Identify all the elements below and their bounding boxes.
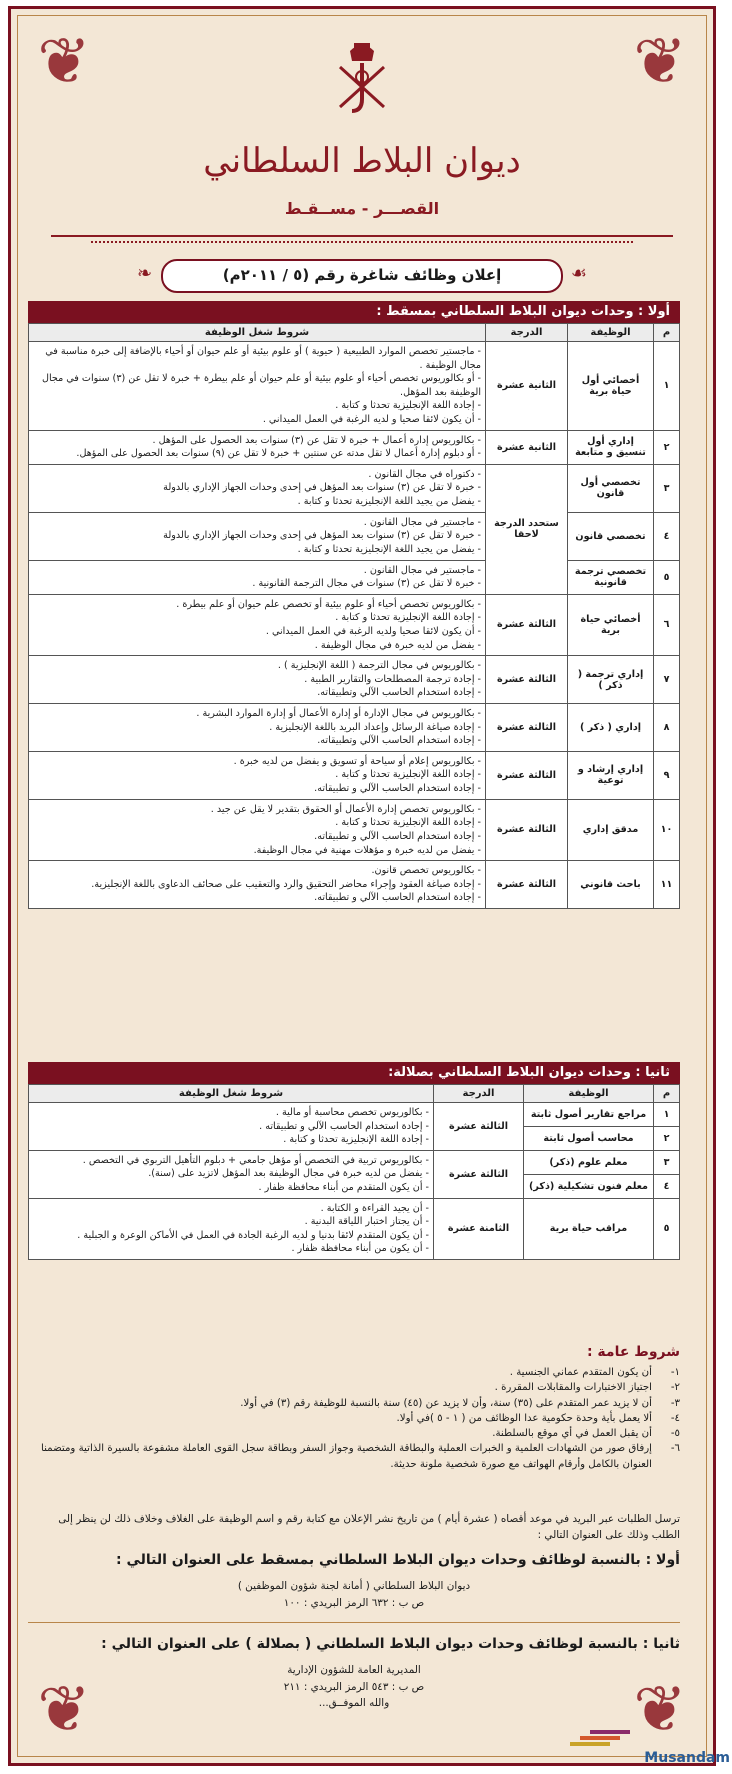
job-title: محاسب أصول ثابتة bbox=[524, 1126, 654, 1150]
job-requirements bbox=[29, 861, 486, 909]
job-requirements bbox=[29, 594, 486, 655]
address-line: والله الموفــق... bbox=[318, 1697, 390, 1710]
column-header: م bbox=[654, 1085, 680, 1103]
job-title: تخصصي أول قانون bbox=[568, 464, 654, 512]
requirement-item: - بكالوريوس تخصص إدارة الأعمال أو الحقوق بتقدير لا يقل عن جيد . bbox=[210, 803, 481, 815]
item-number: ٢- bbox=[670, 1382, 680, 1394]
job-grade: الثالثة عشرة bbox=[486, 704, 568, 752]
row-number: ٩ bbox=[654, 751, 680, 799]
requirement-item: - إجادة ترجمة المصطلحات والتقارير الطبية . bbox=[304, 673, 481, 685]
column-header: شروط شغل الوظيفة bbox=[29, 1085, 434, 1103]
table-row bbox=[29, 861, 680, 909]
job-title: معلم علوم (ذكر) bbox=[524, 1150, 654, 1174]
requirement-item: - أو بكالوريوس تخصص أحياء أو علوم بيئية أو علم حيوان أو علم بيطرة + خبرة لا تقل عن (٣) سنوات في مجال الوظيفة بعد المؤهل. bbox=[42, 373, 481, 398]
item-text: ألا يعمل بأية وحدة حكومية عدا الوظائف من ( ١ - ٥ )في أولا. bbox=[396, 1412, 652, 1424]
requirement-item: - إجادة استخدام الحاسب الآلي و تطبيقاته . bbox=[259, 1120, 429, 1132]
header bbox=[11, 23, 713, 253]
requirement-item: - خبرة لا تقل عن (٣) سنوات في مجال الترجمة القانونية . bbox=[252, 578, 481, 590]
job-title: معلم فنون تشكيلية (ذكر) bbox=[524, 1174, 654, 1198]
address-line: ص ب : ٦٣٢ الرمز البريدي : ١٠٠ bbox=[283, 1596, 425, 1609]
requirement-item: - بكالوريوس تخصص قانون. bbox=[371, 865, 481, 877]
requirement-item: - يفضل من لديه خبرة و مؤهلات مهنية في مجال الوظيفة. bbox=[253, 844, 481, 856]
job-requirements bbox=[29, 704, 486, 752]
city-name: القصـــر - مســقـط bbox=[284, 199, 440, 218]
job-requirements bbox=[29, 799, 486, 860]
table-row bbox=[29, 656, 680, 704]
row-number: ٨ bbox=[654, 704, 680, 752]
job-title: إداري ( ذكر ) bbox=[568, 704, 654, 752]
job-grade: الثالثة عشرة bbox=[486, 656, 568, 704]
requirement-item: - يفضل من يجيد اللغة الإنجليزية تحدثا و كتابة . bbox=[297, 543, 481, 555]
requirement-item: - إجادة استخدام الحاسب الآلي و تطبيقاته. bbox=[314, 783, 481, 795]
table-row bbox=[29, 751, 680, 799]
requirement-item: - أن يجيد القراءة و الكتابة . bbox=[320, 1202, 429, 1214]
table-row bbox=[29, 1150, 680, 1174]
row-number: ١٠ bbox=[654, 799, 680, 860]
row-number: ١ bbox=[654, 1103, 680, 1127]
address-title-muscat: أولا : بالنسبة لوظائف وحدات ديوان البلاط السلطاني بمسقط على العنوان التالي : bbox=[116, 1552, 680, 1568]
requirement-item: - ماجستير في مجال القانون . bbox=[363, 564, 481, 576]
requirement-item: - إجادة صياغة الرسائل وإعداد البريد باللغة الإنجليزية . bbox=[269, 721, 481, 733]
job-requirements bbox=[29, 512, 486, 560]
requirement-item: - أن يجتاز اختبار اللياقة البدنية . bbox=[304, 1216, 429, 1228]
requirement-item: - إجادة اللغة الإنجليزية تحدثا و كتابة . bbox=[335, 612, 481, 624]
requirement-item: - إجادة استخدام الحاسب الآلي وتطبيقاته. bbox=[317, 735, 481, 747]
item-text: أن يكون المتقدم عماني الجنسية . bbox=[509, 1367, 652, 1378]
divider bbox=[28, 1622, 680, 1623]
column-header: شروط شغل الوظيفة bbox=[29, 324, 486, 342]
job-grade: الثالثة عشرة bbox=[486, 799, 568, 860]
job-title: أخصائي حياة برية bbox=[568, 594, 654, 655]
requirement-item: - بكالوريوس إعلام أو سياحة أو تسويق و يفضل من لديه خبرة . bbox=[233, 755, 481, 767]
job-title: تخصصي قانون bbox=[568, 512, 654, 560]
requirement-item: - ماجستير في مجال القانون . bbox=[363, 516, 481, 528]
job-title: باحث قانوني bbox=[568, 861, 654, 909]
item-number: ١- bbox=[670, 1367, 680, 1378]
table-row bbox=[29, 799, 680, 860]
requirement-item: - خبرة لا تقل عن (٣) سنوات بعد المؤهل في إحدى وحدات الجهاز الإداري بالدولة bbox=[163, 530, 481, 542]
section-title: ثانيا : وحدات ديوان البلاط السلطاني بصلالة: bbox=[28, 1062, 680, 1084]
ornament-icon: ❧ bbox=[137, 263, 153, 284]
column-header: الدرجة bbox=[434, 1085, 524, 1103]
row-number: ١١ bbox=[654, 861, 680, 909]
job-grade: الثالثة عشرة bbox=[486, 751, 568, 799]
job-grade: ستحدد الدرجة لاحقا bbox=[486, 464, 568, 594]
column-header: الوظيفة bbox=[568, 324, 654, 342]
table-row bbox=[29, 464, 680, 512]
job-requirements bbox=[29, 560, 486, 594]
row-number: ٥ bbox=[654, 560, 680, 594]
row-number: ١ bbox=[654, 342, 680, 431]
item-number: ٤- bbox=[670, 1412, 680, 1424]
job-requirements bbox=[29, 464, 486, 512]
divider bbox=[91, 241, 633, 247]
address-salalah bbox=[28, 1662, 680, 1712]
requirement-item: - إجادة استخدام الحاسب الآلي و تطبيقاته. bbox=[314, 830, 481, 842]
requirement-item: - إجادة اللغة الإنجليزية تحدثا و كتابة . bbox=[335, 400, 481, 412]
row-number: ٢ bbox=[654, 430, 680, 464]
jobs-table-salalah bbox=[28, 1084, 680, 1260]
table-row bbox=[29, 1198, 680, 1259]
corner-ornament-icon: ❦ bbox=[633, 25, 687, 99]
requirement-item: - بكالوريوس في مجال الإدارة أو إدارة الأعمال أو إدارة الموارد البشرية . bbox=[196, 708, 481, 720]
item-text: أن لا يزيد عمر المتقدم على (٣٥) سنة، وأن لا يزيد عن (٤٥) سنة بالنسبة للوظيفة رقم (٣) في أولا. bbox=[240, 1397, 652, 1409]
corner-ornament-icon: ❦ bbox=[633, 1673, 687, 1747]
jobs-table-muscat bbox=[28, 323, 680, 909]
requirement-item: - إجادة اللغة الإنجليزية تحدثا و كتابة . bbox=[283, 1134, 429, 1146]
job-grade: الثانية عشرة bbox=[486, 430, 568, 464]
job-title: إداري ترجمة ( ذكر ) bbox=[568, 656, 654, 704]
job-requirements bbox=[29, 1198, 434, 1259]
column-header: الوظيفة bbox=[524, 1085, 654, 1103]
table-row bbox=[29, 594, 680, 655]
item-text: اجتياز الاختبارات والمقابلات المقررة . bbox=[494, 1382, 652, 1394]
job-title: مراجع تقارير أصول ثابتة bbox=[524, 1103, 654, 1127]
item-text: إرفاق صور من الشهادات العلمية و الخبرات العملية والبطاقة الشخصية وجواز السفر وبطاقة سجل القوى العاملة مشفوعة بالسيرة الذاتية ومتضمنا العنوان بالكامل وأرقام الهواتف مع صورة شخصية ملونة حديثة. bbox=[41, 1443, 652, 1470]
requirement-item: - أن يكون لائقا صحيا ولديه الرغبة في العمل الميداني . bbox=[265, 625, 481, 637]
instructions: ترسل الطلبات عبر البريد في موعد أقصاه ( عشرة أيام ) من تاريخ نشر الإعلان مع كتابة رقم و اسم الوظيفة على الغلاف وخلاف ذلك لن ينظر إلى الطلب وذلك على العنوان التالي : bbox=[58, 1513, 680, 1541]
requirement-item: - يفضل من يجيد اللغة الإنجليزية تحدثا و كتابة . bbox=[297, 496, 481, 508]
job-title: إداري أول تنسيق و متابعة bbox=[568, 430, 654, 464]
row-number: ٥ bbox=[654, 1198, 680, 1259]
row-number: ٣ bbox=[654, 464, 680, 512]
item-number: ٥- bbox=[670, 1428, 680, 1440]
job-grade: الثالثة عشرة bbox=[434, 1150, 524, 1198]
watermark-text: Musandam bbox=[644, 1750, 730, 1766]
job-title: مدقق إداري bbox=[568, 799, 654, 860]
item-number: ٦- bbox=[670, 1443, 680, 1455]
row-number: ٤ bbox=[654, 512, 680, 560]
corner-ornament-icon: ❦ bbox=[37, 25, 91, 99]
job-requirements bbox=[29, 1150, 434, 1198]
ornament-icon: ☙ bbox=[570, 263, 587, 284]
requirement-item: - بكالوريوس تربية في التخصص أو مؤهل جامعي + دبلوم التأهيل التربوي في التخصص . bbox=[82, 1154, 429, 1166]
announcement-banner: إعلان وظائف شاغرة رقم (٥ / ٢٠١١م) bbox=[161, 259, 563, 293]
requirement-item: - بكالوريوس تخصص محاسبة أو مالية . bbox=[275, 1107, 429, 1118]
requirement-item: - أن يكون من أبناء محافظة ظفار . bbox=[291, 1243, 429, 1255]
general-conditions bbox=[28, 1342, 680, 1472]
requirement-item: - أو دبلوم إدارة أعمال لا تقل مدته عن سنتين + خبرة لا تقل عن (٩) سنوات بعد الحصول على المؤهل. bbox=[76, 448, 481, 460]
requirement-item: - بكالوريوس تخصص أحياء أو علوم بيئية أو تخصص علم حيوان أو علم بيطرة . bbox=[176, 598, 481, 610]
general-condition-item bbox=[28, 1365, 680, 1380]
row-number: ٦ bbox=[654, 594, 680, 655]
requirement-item: - دكتوراه في مجال القانون . bbox=[368, 468, 481, 480]
requirement-item: - بكالوريوس في مجال الترجمة ( اللغة الإنجليزية ) . bbox=[277, 660, 481, 672]
general-condition-item bbox=[28, 1380, 680, 1395]
address-title-salalah: ثانيا : بالنسبة لوظائف وحدات ديوان البلاط السلطاني ( بصلالة ) على العنوان التالي : bbox=[101, 1636, 680, 1652]
general-condition-item bbox=[28, 1411, 680, 1426]
table-row bbox=[29, 704, 680, 752]
court-name: ديوان البلاط السلطاني bbox=[203, 141, 521, 181]
address-line: ديوان البلاط السلطاني ( أمانة لجنة شؤون الموظفين ) bbox=[237, 1580, 471, 1592]
watermark-logo-icon bbox=[570, 1728, 660, 1750]
job-grade: الثانية عشرة bbox=[486, 342, 568, 431]
row-number: ٤ bbox=[654, 1174, 680, 1198]
job-requirements bbox=[29, 656, 486, 704]
requirement-item: - خبرة لا تقل عن (٣) سنوات بعد المؤهل في إحدى وحدات الجهاز الإداري بالدولة bbox=[163, 482, 481, 494]
requirement-item: - يفضل من لديه خبرة في مجال الوظيفة بعد المؤهل لاتزيد على (سنة). bbox=[148, 1168, 429, 1180]
column-header: الدرجة bbox=[486, 324, 568, 342]
requirement-item: - إجادة استخدام الحاسب الآلي و تطبيقاته. bbox=[314, 892, 481, 904]
job-requirements bbox=[29, 430, 486, 464]
job-title: تخصصي ترجمة قانونية bbox=[568, 560, 654, 594]
row-number: ٢ bbox=[654, 1126, 680, 1150]
section-title: أولا : وحدات ديوان البلاط السلطاني بمسقط : bbox=[28, 301, 680, 323]
job-title: مراقب حياة برية bbox=[524, 1198, 654, 1259]
job-requirements bbox=[29, 1103, 434, 1151]
row-number: ٧ bbox=[654, 656, 680, 704]
requirement-item: - إجادة اللغة الإنجليزية تحدثا و كتابة . bbox=[335, 817, 481, 829]
requirement-item: - بكالوريوس إدارة أعمال + خبرة لا تقل عن (٣) سنوات بعد الحصول على المؤهل . bbox=[152, 434, 481, 446]
column-header: م bbox=[654, 324, 680, 342]
table-row bbox=[29, 560, 680, 594]
emblem-icon bbox=[332, 37, 392, 117]
table-row bbox=[29, 342, 680, 431]
item-number: ٣- bbox=[670, 1397, 680, 1409]
requirement-item: - إجادة صياغة العقود وإجراء محاضر التحقيق والرد والتعقيب على صحائف الدعاوى باللغة الإنجليزية. bbox=[91, 878, 481, 890]
corner-ornament-icon: ❦ bbox=[37, 1673, 91, 1747]
job-title: أخصائي أول حياة برية bbox=[568, 342, 654, 431]
general-condition-item bbox=[28, 1441, 680, 1472]
general-conditions-title: شروط عامة : bbox=[586, 1344, 680, 1360]
address-line: ص ب : ٥٤٣ الرمز البريدي : ٢١١ bbox=[283, 1680, 425, 1693]
job-requirements bbox=[29, 751, 486, 799]
job-grade: الثالثة عشرة bbox=[434, 1103, 524, 1151]
requirement-item: - أن يكون المتقدم لائقا بدنيا و لديه الرغبة الجادة في العمل في الأماكن الوعرة و الجبلية . bbox=[77, 1229, 429, 1241]
job-grade: الثامنة عشرة bbox=[434, 1198, 524, 1259]
requirement-item: - ماجستير تخصص الموارد الطبيعية ( حيوية ) أو علوم بيئية أو علم حيوان أو أحياء بالإضافة إلى خبرة مناسبة في مجال الوظيفة . bbox=[45, 346, 481, 371]
requirement-item: - أن يكون المتقدم من أبناء محافظة ظفار . bbox=[258, 1182, 429, 1194]
table-row bbox=[29, 430, 680, 464]
job-requirements bbox=[29, 342, 486, 431]
job-grade: الثالثة عشرة bbox=[486, 594, 568, 655]
job-title: إداري إرشاد و توعية bbox=[568, 751, 654, 799]
address-line: المديرية العامة للشؤون الإدارية bbox=[287, 1664, 421, 1676]
general-condition-item bbox=[28, 1426, 680, 1441]
item-text: أن يقبل العمل في أي موقع بالسلطنة. bbox=[492, 1428, 652, 1440]
job-grade: الثالثة عشرة bbox=[486, 861, 568, 909]
table-row bbox=[29, 1103, 680, 1127]
requirement-item: - إجادة اللغة الإنجليزية تحدثا و كتابة . bbox=[335, 769, 481, 781]
general-condition-item bbox=[28, 1396, 680, 1411]
requirement-item: - يفضل من لديه خبرة في مجال الوظيفة . bbox=[314, 639, 481, 651]
address-muscat bbox=[28, 1578, 680, 1611]
row-number: ٣ bbox=[654, 1150, 680, 1174]
requirement-item: - إجادة استخدام الحاسب الآلي وتطبيقاته. bbox=[317, 687, 481, 699]
divider bbox=[51, 235, 673, 237]
table-row bbox=[29, 512, 680, 560]
requirement-item: - أن يكون لائقا صحيا و لديه الرغبة في العمل الميداني . bbox=[262, 414, 481, 426]
